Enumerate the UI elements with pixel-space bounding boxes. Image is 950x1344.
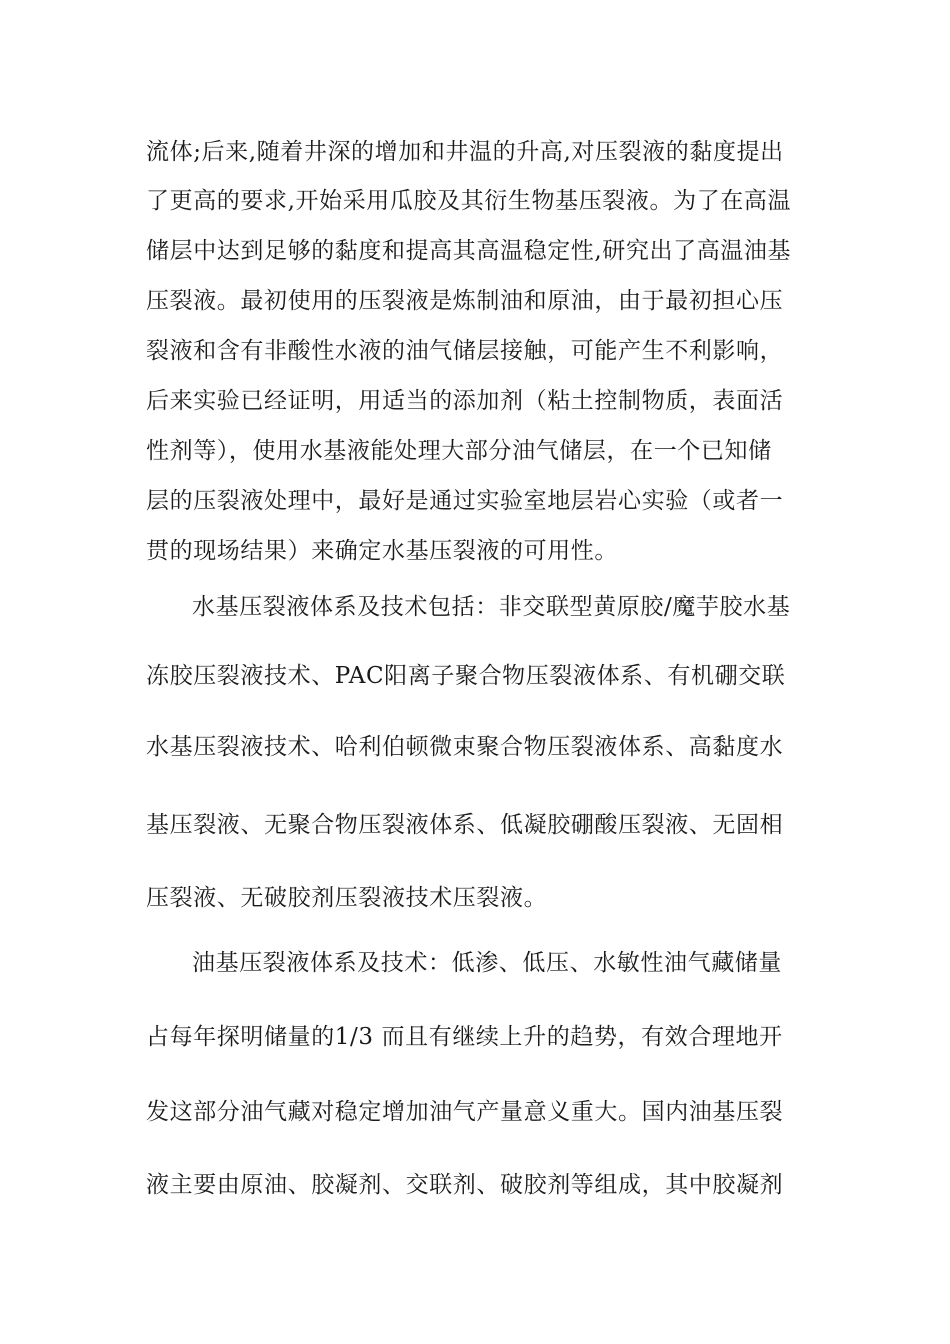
paragraph-1-line-4: 压裂液。最初使用的压裂液是炼制油和原油，由于最初担心压: [146, 288, 784, 314]
paragraph-3-line-4: 液主要由原油、胶凝剂、交联剂、破胶剂等组成，其中胶凝剂: [146, 1172, 784, 1198]
paragraph-1-line-1: 流体;后来,随着井深的增加和井温的升高,对压裂液的黏度提出: [146, 139, 784, 165]
paragraph-1-line-8: 层的压裂液处理中，最好是通过实验室地层岩心实验（或者一: [146, 488, 784, 514]
paragraph-1-line-2: 了更高的要求,开始采用瓜胶及其衍生物基压裂液。为了在高温: [146, 188, 792, 214]
paragraph-3-line-3: 发这部分油气藏对稳定增加油气产量意义重大。国内油基压裂: [146, 1099, 784, 1125]
paragraph-2-line-4: 基压裂液、无聚合物压裂液体系、低凝胶硼酸压裂液、无固相: [146, 812, 784, 838]
paragraph-2-line-3: 水基压裂液技术、哈利伯顿微束聚合物压裂液体系、高黏度水: [146, 734, 784, 760]
paragraph-2-line-5: 压裂液、无破胶剂压裂液技术压裂液。: [146, 885, 548, 911]
paragraph-3-line-2: 占每年探明储量的1/3 而且有继续上升的趋势，有效合理地开: [146, 1024, 783, 1050]
paragraph-1-line-5: 裂液和含有非酸性水液的油气储层接触，可能产生不利影响，: [146, 338, 784, 364]
paragraph-1-line-9: 贯的现场结果）来确定水基压裂液的可用性。: [146, 538, 618, 564]
paragraph-2-line-2: 冻胶压裂液技术、PAC阳离子聚合物压裂液体系、有机硼交联: [146, 663, 786, 689]
paragraph-3-line-1: 油基压裂液体系及技术：低渗、低压、水敏性油气藏储量: [192, 950, 782, 976]
paragraph-1-line-7: 性剂等），使用水基液能处理大部分油气储层，在一个已知储: [146, 438, 772, 464]
paragraph-2-line-1: 水基压裂液体系及技术包括：非交联型黄原胶/魔芋胶水基: [192, 594, 791, 620]
paragraph-1-line-6: 后来实验已经证明，用适当的添加剂（粘土控制物质，表面活: [146, 388, 784, 414]
paragraph-1-line-3: 储层中达到足够的黏度和提高其高温稳定性,研究出了高温油基: [146, 238, 792, 264]
